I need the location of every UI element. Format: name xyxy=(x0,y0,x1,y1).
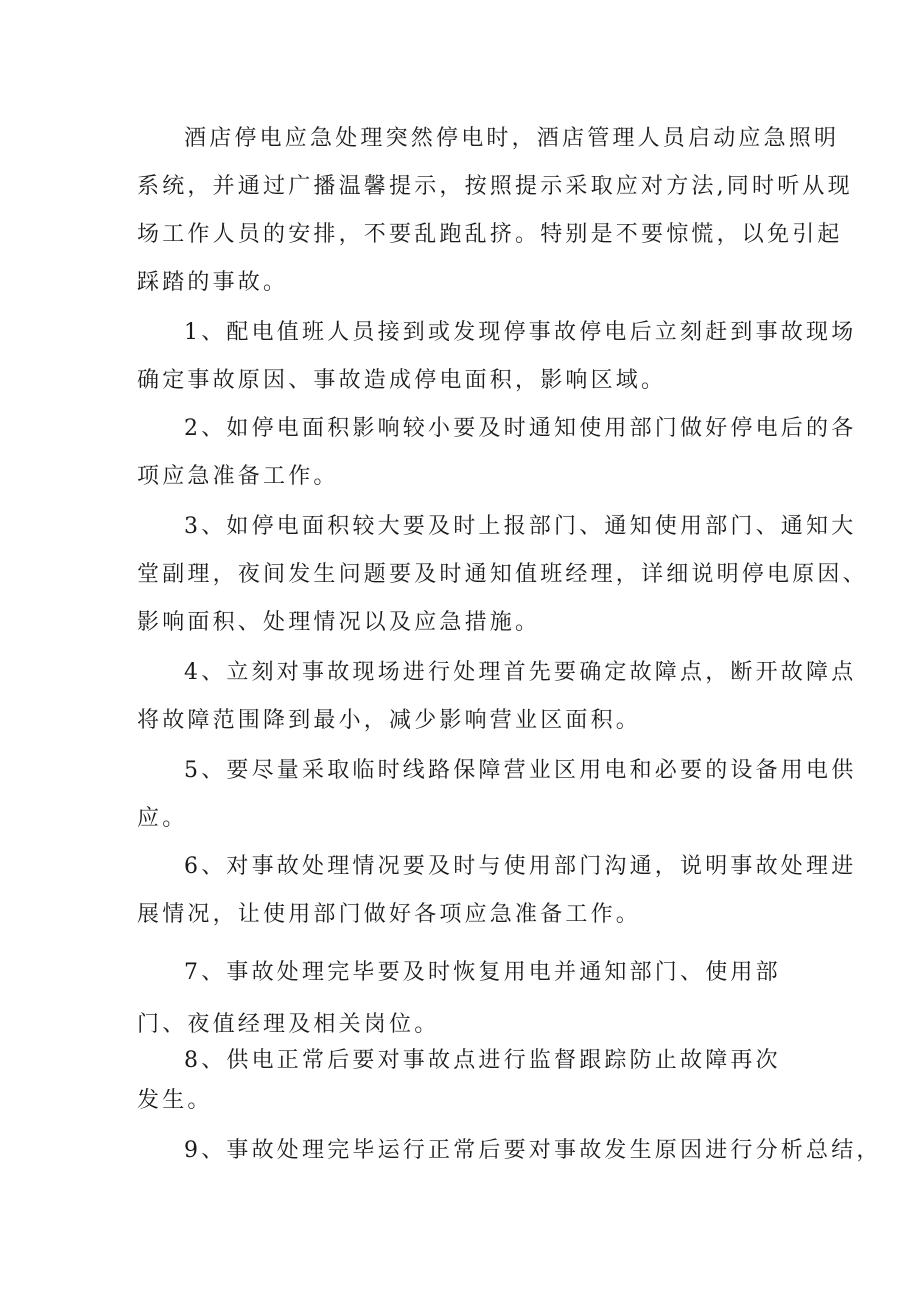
text-line: 9、事故处理完毕运行正常后要对事故发生原因进行分析总结， xyxy=(184,1138,882,1163)
text-line: 项应急准备工作。 xyxy=(137,464,339,489)
text-line: 6、对事故处理情况要及时与使用部门沟通，说明事故处理进 xyxy=(184,854,857,879)
text-line: 踩踏的事故。 xyxy=(137,270,289,295)
text-line: 应。 xyxy=(137,806,188,831)
text-line: 系统，并通过广播温馨提示，按照提示采取应对方法,同时听从现 xyxy=(137,174,853,199)
text-line: 门、夜值经理及相关岗位。 xyxy=(137,1012,440,1037)
text-line: 场工作人员的安排，不要乱跑乱挤。特别是不要惊慌，以免引起 xyxy=(137,222,843,247)
text-line: 2、如停电面积影响较小要及时通知使用部门做好停电后的各 xyxy=(184,416,857,441)
text-line: 确定事故原因、事故造成停电面积，影响区域。 xyxy=(137,368,667,393)
text-line: 堂副理，夜间发生问题要及时通知值班经理，详细说明停电原因、 xyxy=(137,562,868,587)
text-line: 酒店停电应急处理突然停电时，酒店管理人员启动应急照明 xyxy=(184,126,840,151)
text-line: 1、配电值班人员接到或发现停事故停电后立刻赶到事故现场 xyxy=(184,320,857,345)
text-line: 8、供电正常后要对事故点进行监督跟踪防止故障再次 xyxy=(184,1048,781,1073)
text-line: 发生。 xyxy=(137,1088,213,1113)
text-line: 影响面积、处理情况以及应急措施。 xyxy=(137,610,541,635)
text-line: 5、要尽量采取临时线路保障营业区用电和必要的设备用电供 xyxy=(184,758,857,783)
text-line: 将故障范围降到最小，减少影响营业区面积。 xyxy=(137,708,642,733)
text-line: 4、立刻对事故现场进行处理首先要确定故障点，断开故障点 xyxy=(184,660,857,685)
text-line: 3、如停电面积较大要及时上报部门、通知使用部门、通知大 xyxy=(184,514,857,539)
text-line: 展情况，让使用部门做好各项应急准备工作。 xyxy=(137,902,642,927)
text-line: 7、事故处理完毕要及时恢复用电并通知部门、使用部 xyxy=(184,960,781,985)
